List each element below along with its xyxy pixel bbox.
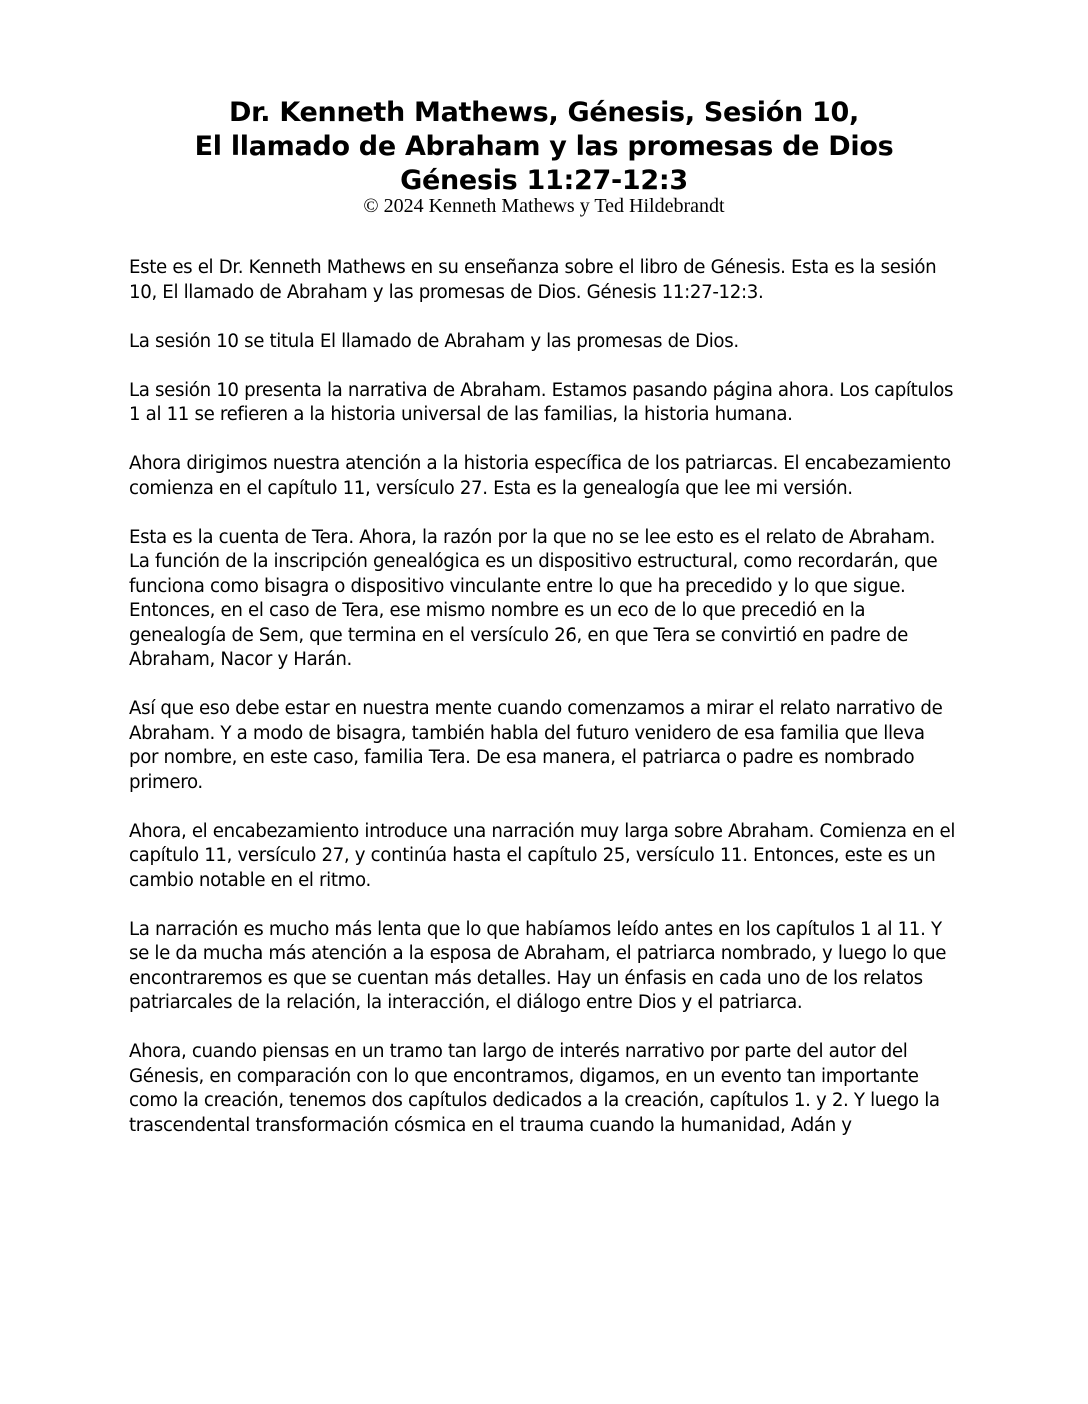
paragraph: Este es el Dr. Kenneth Mathews en su enseñanza sobre el libro de Génesis. Esta es la sesión 10, El llamado de Abraham y las promesas de Dios. Génesis 11:27-12:3. bbox=[129, 257, 937, 303]
title-line-2: El llamado de Abraham y las promesas de Dios bbox=[194, 131, 894, 162]
copyright-notice: © 2024 Kenneth Mathews y Ted Hildebrandt bbox=[363, 195, 725, 217]
paragraph: Esta es la cuenta de Tera. Ahora, la razón por la que no se lee esto es el relato de Abraham. La función de la inscripción genealógica es un dispositivo estructural, como recordarán, que funciona como bisagra o dispositivo vinculante entre lo que ha precedido y lo que sigue. Entonces, en el caso de Tera, ese mismo nombre es un eco de lo que precedió en la genealogía de Sem, que termina en el versículo 26, en que Tera se convirtió en padre de Abraham, Nacor y Harán. bbox=[129, 526, 938, 670]
paragraph: Ahora, cuando piensas en un tramo tan largo de interés narrativo por parte del autor del Génesis, en comparación con lo que encontramos, digamos, en un evento tan importante como la creación, tenemos dos capítulos dedicados a la creación, capítulos 1. y 2. Y luego la trascendental transformación cósmica en el trauma cuando la humanidad, Adán y bbox=[129, 1041, 940, 1136]
title-block bbox=[0, 96, 1088, 218]
paragraph: Ahora dirigimos nuestra atención a la historia específica de los patriarcas. El encabezamiento comienza en el capítulo 11, versículo 27. Esta es la genealogía que lee mi versión. bbox=[129, 453, 951, 499]
title-line-1: Dr. Kenneth Mathews, Génesis, Sesión 10, bbox=[229, 97, 859, 128]
title-line-3: Génesis 11:27-12:3 bbox=[400, 165, 688, 196]
paragraph: Ahora, el encabezamiento introduce una narración muy larga sobre Abraham. Comienza en el capítulo 11, versículo 27, y continúa hasta el capítulo 25, versículo 11. Entonces, este es un cambio notable en el ritmo. bbox=[129, 820, 956, 891]
paragraph: Así que eso debe estar en nuestra mente cuando comenzamos a mirar el relato narrativo de Abraham. Y a modo de bisagra, también habla del futuro venidero de esa familia que lleva por nombre, en este caso, familia Tera. De esa manera, el patriarca o padre es nombrado primero. bbox=[129, 698, 943, 793]
paragraph: La sesión 10 presenta la narrativa de Abraham. Estamos pasando página ahora. Los capítulos 1 al 11 se refieren a la historia universal de las familias, la historia humana. bbox=[129, 379, 954, 425]
paragraph: La narración es mucho más lenta que lo que habíamos leído antes en los capítulos 1 al 11. Y se le da mucha más atención a la esposa de Abraham, el patriarca nombrado, y luego lo que encontraremos es que se cuentan más detalles. Hay un énfasis en cada uno de los relatos patriarcales de la relación, la interacción, el diálogo entre Dios y el patriarca. bbox=[129, 918, 947, 1013]
paragraph: La sesión 10 se titula El llamado de Abraham y las promesas de Dios. bbox=[129, 330, 739, 352]
body-text bbox=[129, 256, 959, 1163]
